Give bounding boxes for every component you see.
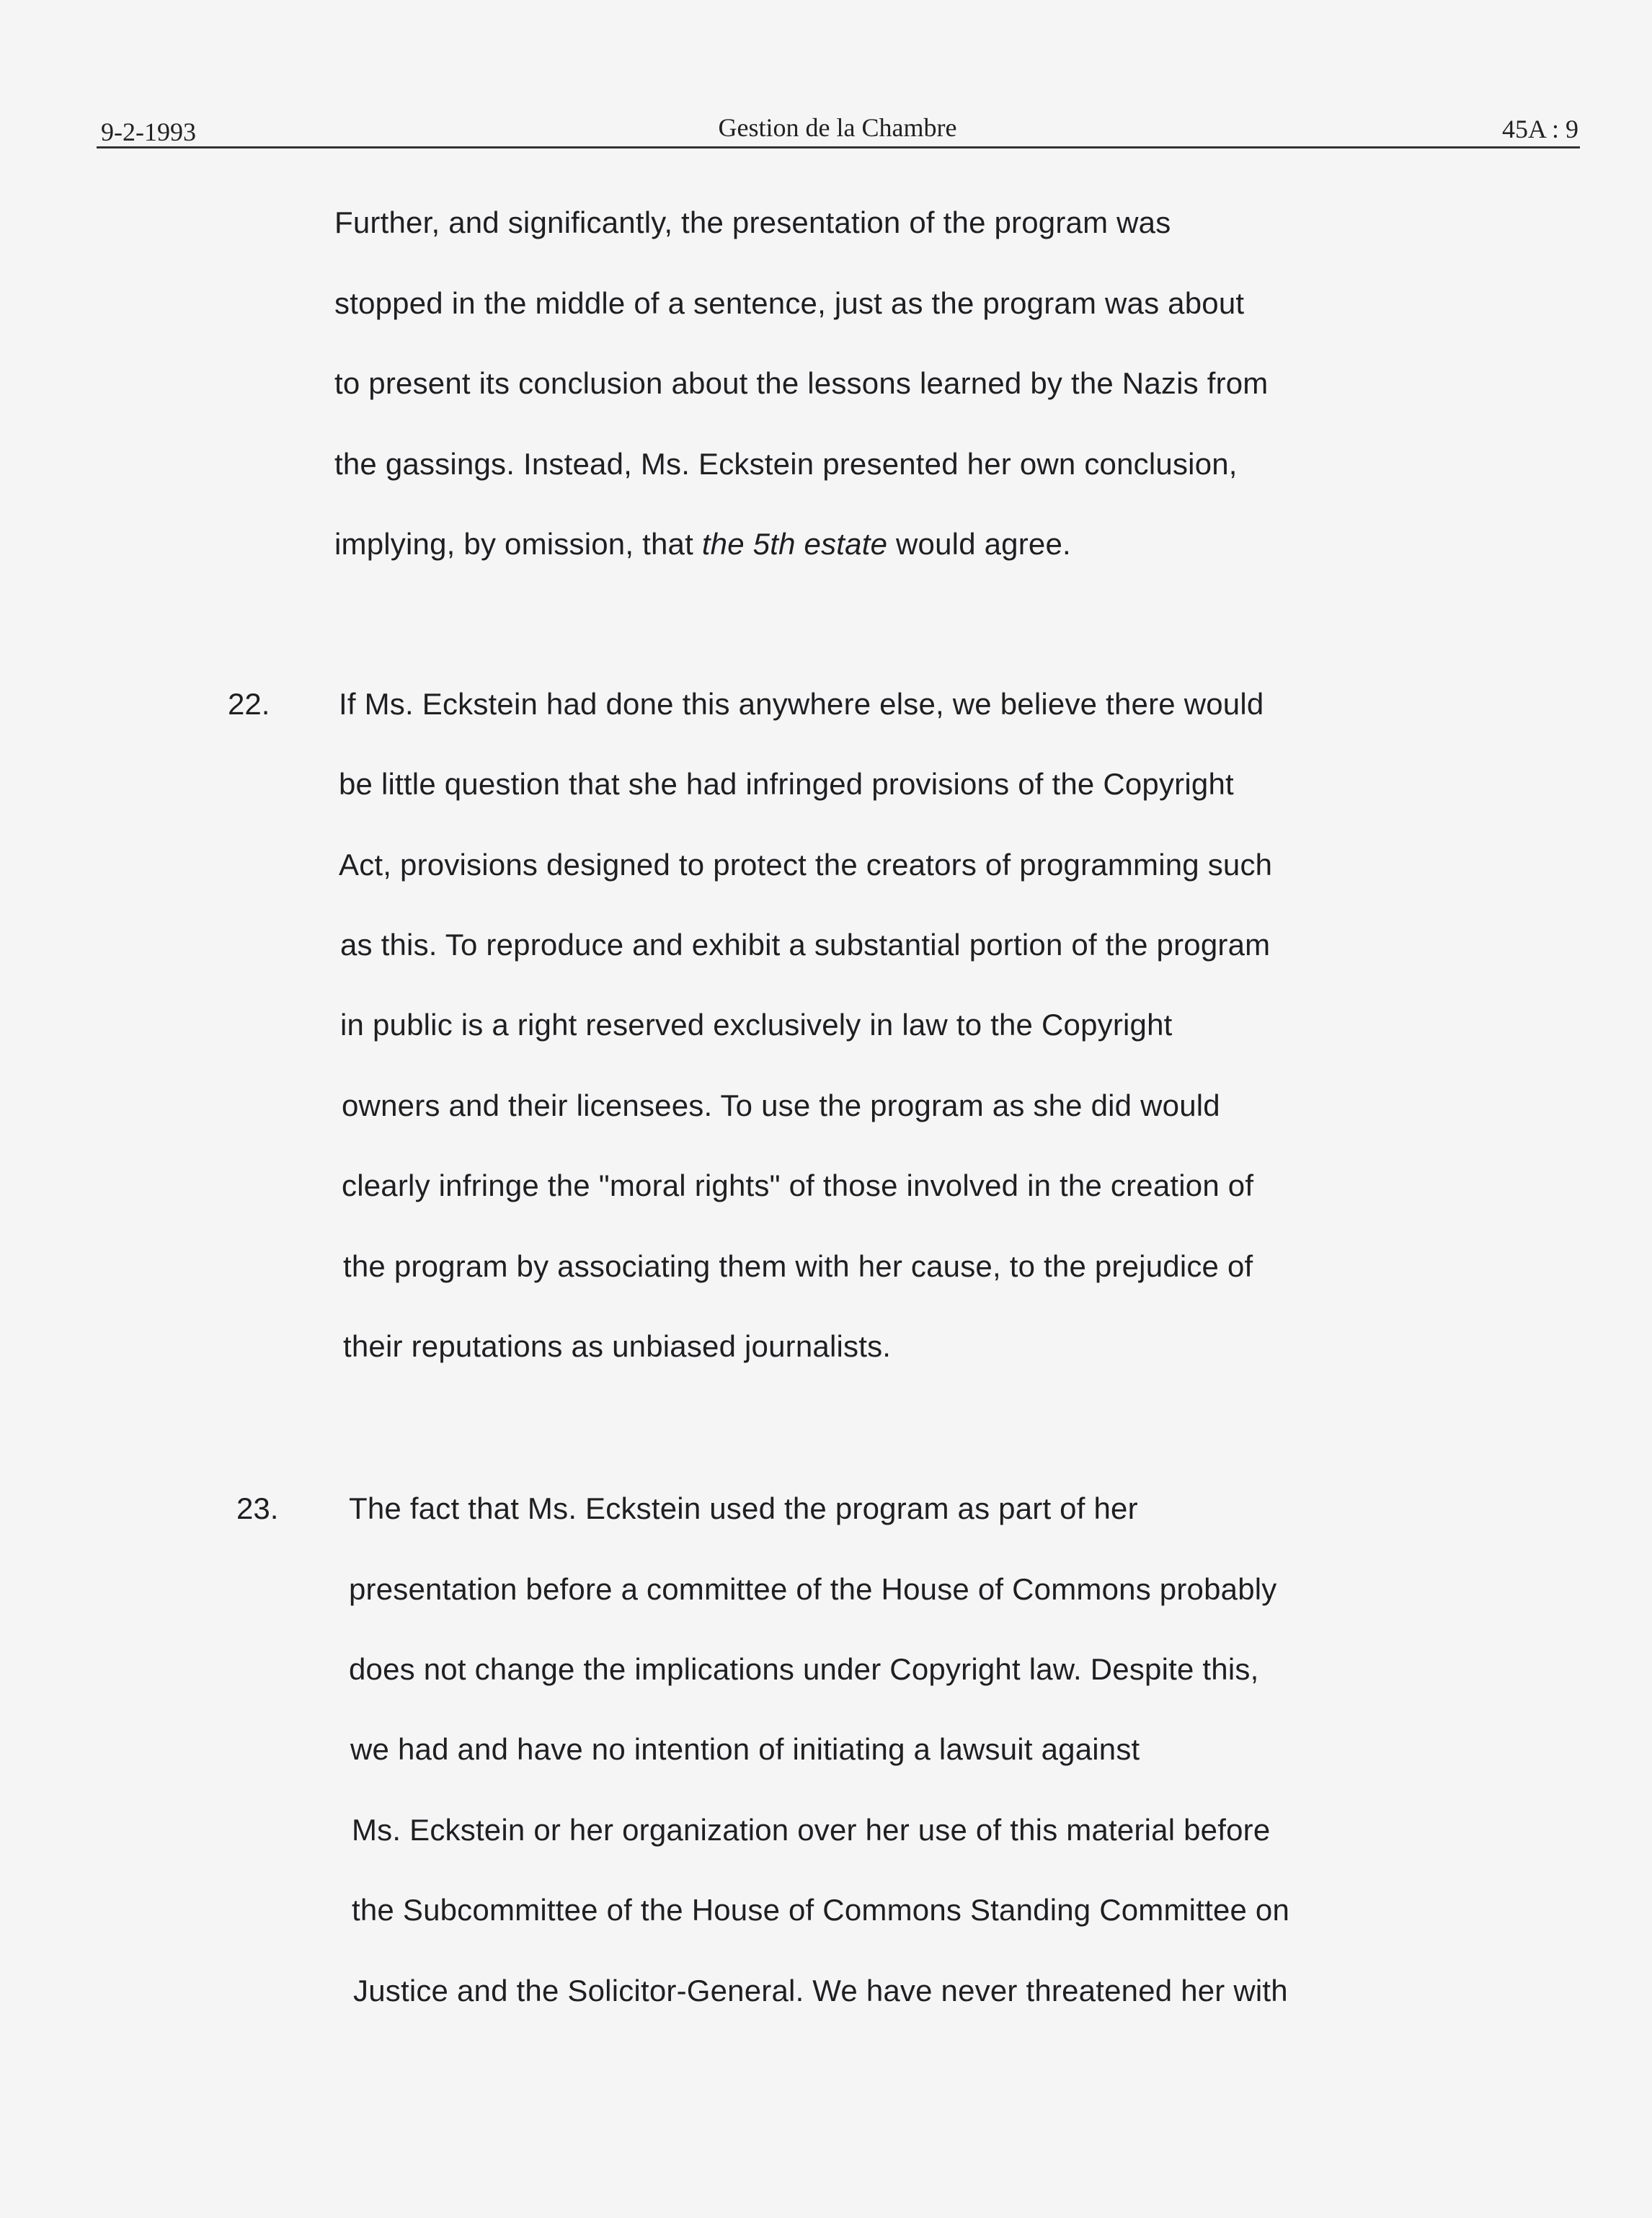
text-line: Ms. Eckstein or her organization over her use of this material before <box>352 1813 1271 1847</box>
text-line: The fact that Ms. Eckstein used the program as part of her <box>349 1491 1138 1525</box>
text-line: If Ms. Eckstein had done this anywhere else, we believe there would <box>339 687 1264 721</box>
text-line: be little question that she had infringed provisions of the Copyright <box>339 767 1234 801</box>
program-title-italic: the 5th estate <box>701 527 888 561</box>
paragraph-number: 22. <box>228 687 270 721</box>
text-line: the program by associating them with her cause, to the prejudice of <box>343 1249 1253 1283</box>
text-line: Further, and significantly, the presentation of the program was <box>334 205 1171 239</box>
header-page-number: 45A : 9 <box>1501 115 1578 143</box>
text-line: Act, provisions designed to protect the creators of programming such <box>339 848 1273 882</box>
page-header <box>97 108 1578 151</box>
text-line: does not change the implications under Copyright law. Despite this, <box>349 1652 1259 1686</box>
header-title: Gestion de la Chambre <box>718 113 957 142</box>
text-line: to present its conclusion about the lessons learned by the Nazis from <box>334 366 1269 400</box>
text-segment: would agree. <box>887 527 1071 561</box>
text-line: the gassings. Instead, Ms. Eckstein presented her own conclusion, <box>334 447 1238 481</box>
text-line: stopped in the middle of a sentence, just as the program was about <box>334 286 1245 320</box>
text-segment: implying, by omission, that <box>334 527 702 561</box>
text-line: Justice and the Solicitor-General. We have never threatened her with <box>353 1974 1288 2008</box>
text-line: clearly infringe the "moral rights" of those involved in the creation of <box>342 1168 1254 1202</box>
text-line <box>334 527 1071 562</box>
paragraph-number: 23. <box>236 1491 279 1525</box>
text-line: their reputations as unbiased journalists. <box>343 1329 892 1363</box>
text-line: presentation before a committee of the House of Commons probably <box>349 1572 1277 1606</box>
text-line: we had and have no intention of initiating a lawsuit against <box>350 1732 1140 1766</box>
header-date: 9-2-1993 <box>101 117 196 146</box>
text-line: as this. To reproduce and exhibit a substantial portion of the program <box>340 928 1271 962</box>
text-line: owners and their licensees. To use the program as she did would <box>342 1088 1220 1122</box>
text-line: in public is a right reserved exclusively in law to the Copyright <box>340 1008 1173 1042</box>
text-line: the Subcommittee of the House of Commons Standing Committee on <box>352 1893 1290 1927</box>
header-rule <box>97 146 1580 148</box>
